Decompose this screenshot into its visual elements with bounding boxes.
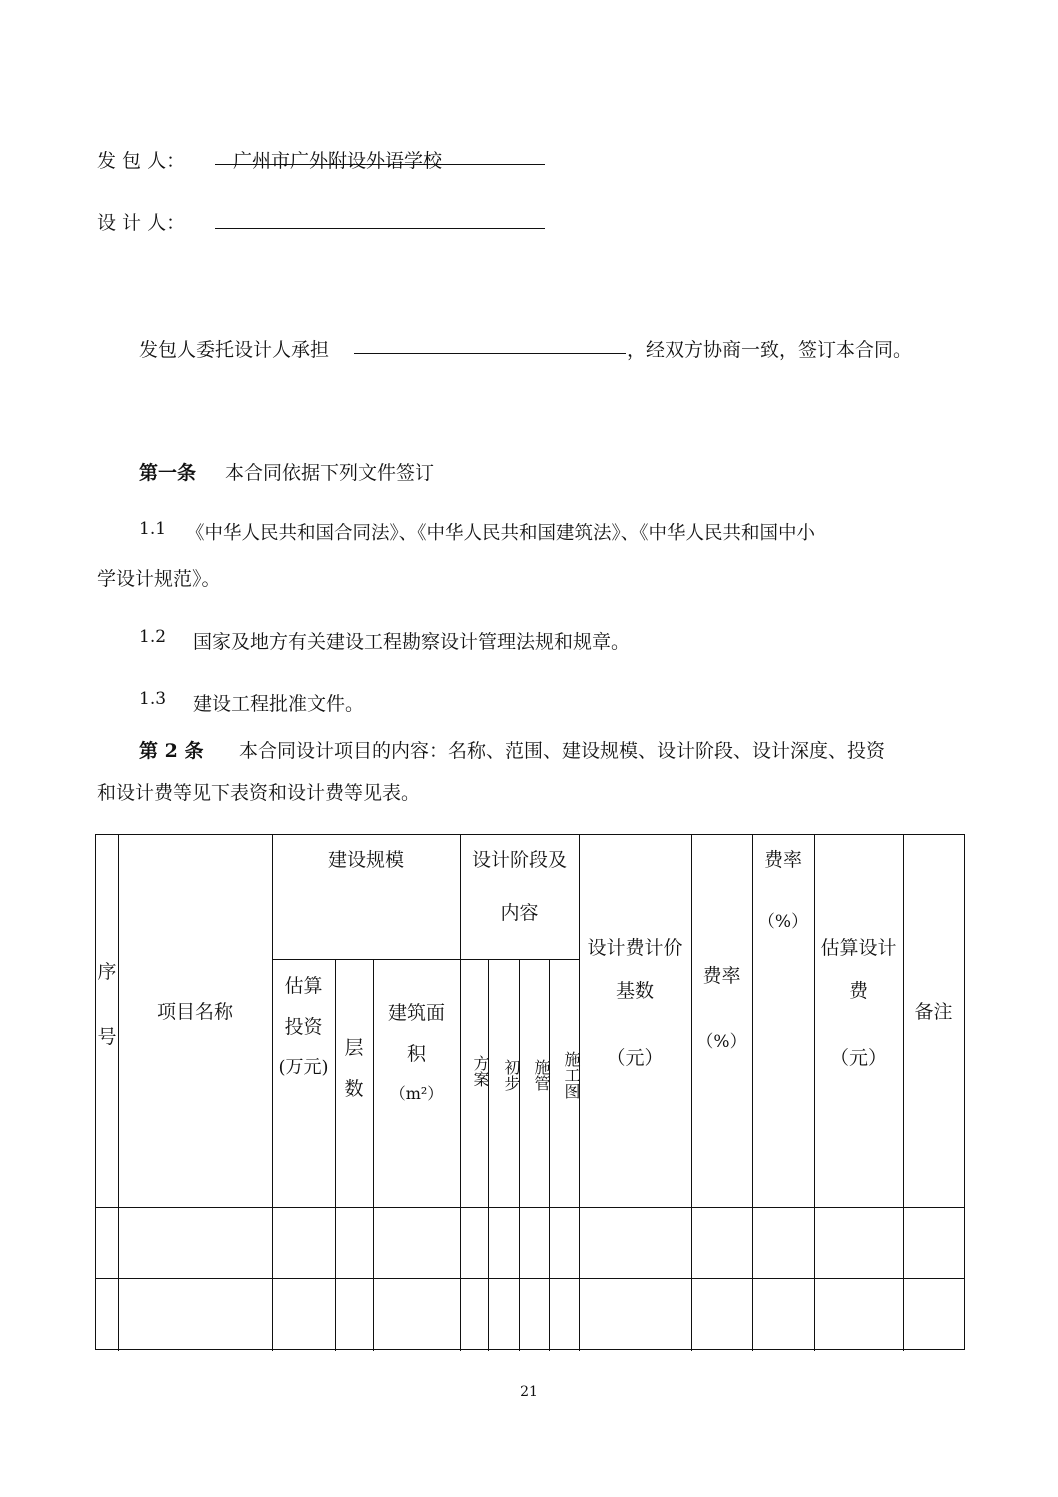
item1-number: 1.1: [139, 519, 167, 539]
item2-number: 1.2: [139, 627, 167, 647]
header-estimated-investment: 估算 投资 (万元): [278, 975, 329, 1078]
stage-preliminary: 初步: [502, 1059, 521, 1091]
header-seq: 序 号: [97, 961, 117, 1048]
header-building-area: 建筑面 积 （m²）: [387, 1002, 445, 1103]
client-label: 发 包 人：: [97, 150, 186, 172]
header-fee-base: 设计费计价 基数 （元）: [587, 937, 683, 1069]
intro-part2: ，经双方协商一致，签订本合同。: [627, 339, 913, 361]
article2-heading: 第 2 条: [139, 740, 204, 762]
designer-underline: [215, 228, 545, 229]
item1-line1: 《中华人民共和国合同法》、《中华人民共和国建筑法》、《中华人民共和国中小: [186, 523, 816, 544]
design-fee-table: [95, 834, 965, 1350]
header-rate: 费率 （%）: [696, 965, 747, 1052]
header-floors: 层 数: [344, 1037, 364, 1100]
article2-line1: 本合同设计项目的内容：名称、范围、建设规模、设计阶段、设计深度、投资: [239, 740, 886, 762]
header-estimated-fee: 估算设计 费 （元）: [820, 937, 897, 1069]
intro-underline: [354, 353, 626, 354]
article1-title: 本合同依据下列文件签订: [225, 462, 435, 484]
header-rate-2: 费率 （%）: [757, 849, 809, 932]
header-design-stage: 设计阶段及 内容: [471, 849, 567, 924]
stage-construction-mgmt: 施管: [532, 1059, 551, 1091]
item3-number: 1.3: [139, 689, 167, 709]
article2-line2: 和设计费等见下表资和设计费等见表。: [97, 782, 421, 804]
stage-construction-drawing: 施工图: [562, 1051, 581, 1099]
page-number: 21: [520, 1384, 538, 1400]
designer-label: 设 计 人：: [97, 212, 186, 234]
item2-text: 国家及地方有关建设工程勘察设计管理法规和规章。: [193, 631, 631, 653]
article1-heading: 第一条: [139, 462, 197, 484]
intro-part1: 发包人委托设计人承担: [139, 339, 330, 361]
item1-line2: 学设计规范》。: [97, 568, 221, 590]
stage-scheme: 方案: [471, 1055, 490, 1087]
header-build-scale: 建设规模: [327, 849, 404, 871]
client-value: 广州市广外附设外语学校: [233, 150, 443, 172]
header-notes: 备注: [914, 1001, 953, 1023]
header-project-name: 项目名称: [156, 1001, 233, 1023]
item3-text: 建设工程批准文件。: [193, 693, 365, 715]
